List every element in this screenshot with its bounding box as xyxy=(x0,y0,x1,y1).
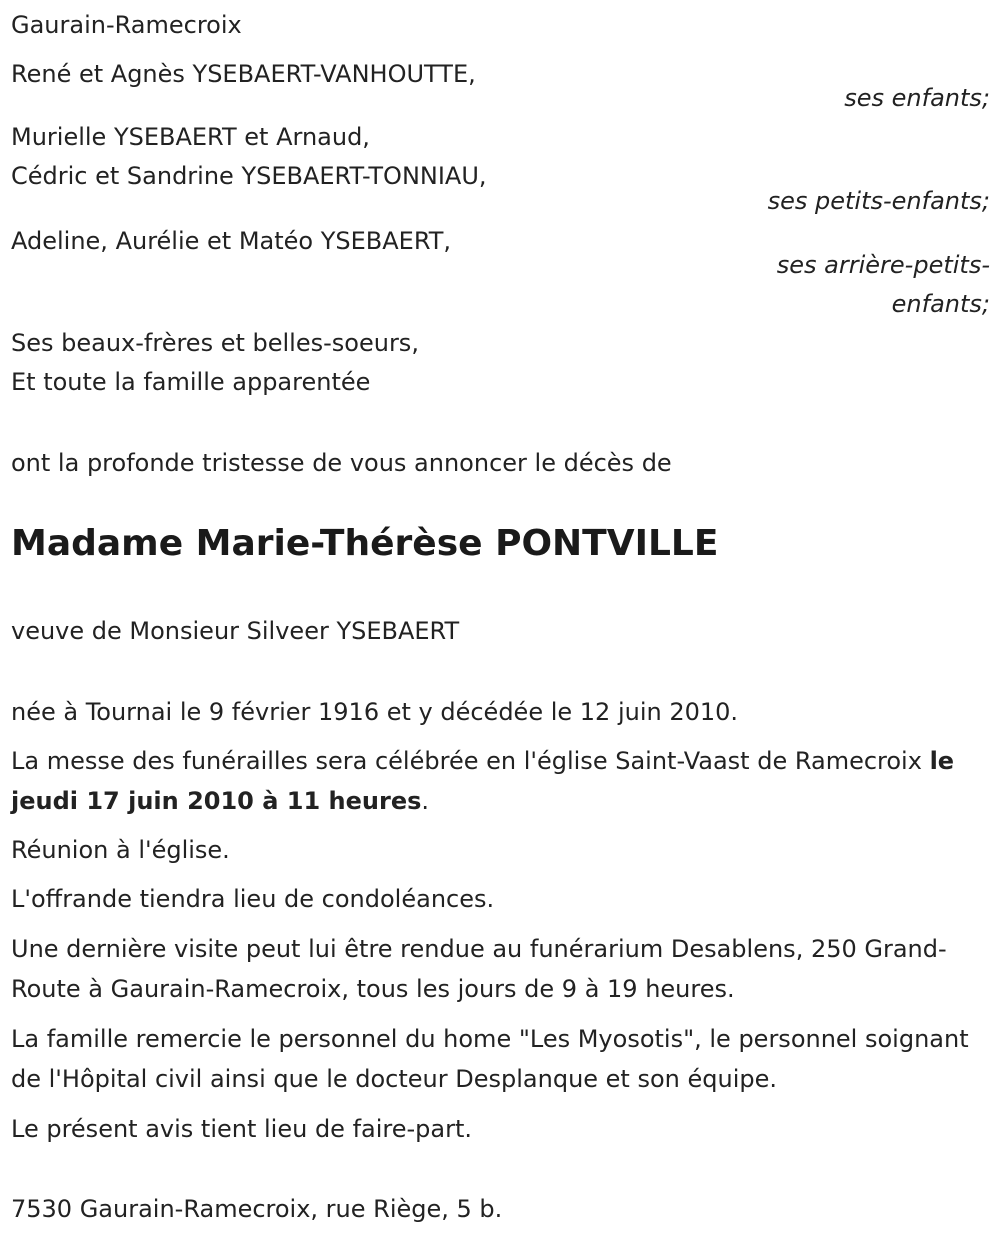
widow-of: veuve de Monsieur Silveer YSEBAERT xyxy=(11,617,460,645)
extended-family-line-2: Et toute la famille apparentée xyxy=(11,368,371,396)
funeral-text-end: . xyxy=(421,787,430,815)
birth-death-dates: née à Tournai le 9 février 1916 et y décédée le 12 juin 2010. xyxy=(11,698,739,726)
extended-family-line-1: Ses beaux-frères et belles-soeurs, xyxy=(11,329,419,357)
funeral-date: le jeudi 17 juin 2010 à 11 heures xyxy=(11,747,955,815)
great-grandchildren-names: Adeline, Aurélie et Matéo YSEBAERT, xyxy=(11,227,452,255)
children-names: René et Agnès YSEBAERT-VANHOUTTE, xyxy=(11,60,476,88)
funeral-details xyxy=(11,741,986,821)
address-text: 7530 Gaurain-Ramecroix, rue Riège, 5 b. xyxy=(11,1195,503,1223)
thanks-text: La famille remercie le personnel du home "Les Myosotis", le personnel soignant de l'Hôpital civil ainsi que le docteur Desplanque et son équipe. xyxy=(11,1025,969,1093)
great-grandchildren-relation-1: ses arrière-petits- xyxy=(776,251,990,279)
notice-text: Le présent avis tient lieu de faire-part. xyxy=(11,1115,473,1143)
grandchildren-relation: ses petits-enfants; xyxy=(767,187,990,215)
visit-text: Une dernière visite peut lui être rendue au funérarium Desablens, 250 Grand-Route à Gaurain-Ramecroix, tous les jours de 9 à 19 heures. xyxy=(11,935,947,1003)
grandchildren-line-2: Cédric et Sandrine YSEBAERT-TONNIAU, xyxy=(11,162,487,190)
announcement-text: ont la profonde tristesse de vous annoncer le décès de xyxy=(11,449,672,477)
great-grandchildren-relation-2: enfants; xyxy=(891,290,990,318)
grandchildren-line-1: Murielle YSEBAERT et Arnaud, xyxy=(11,123,370,151)
children-relation: ses enfants; xyxy=(844,84,990,112)
location-header: Gaurain-Ramecroix xyxy=(11,11,242,39)
deceased-name: Madame Marie-Thérèse PONTVILLE xyxy=(11,523,719,564)
meeting-text: Réunion à l'église. xyxy=(11,836,230,864)
offering-text: L'offrande tiendra lieu de condoléances. xyxy=(11,885,495,913)
funeral-text: La messe des funérailles sera célébrée en l'église Saint-Vaast de Ramecroix xyxy=(11,747,930,775)
